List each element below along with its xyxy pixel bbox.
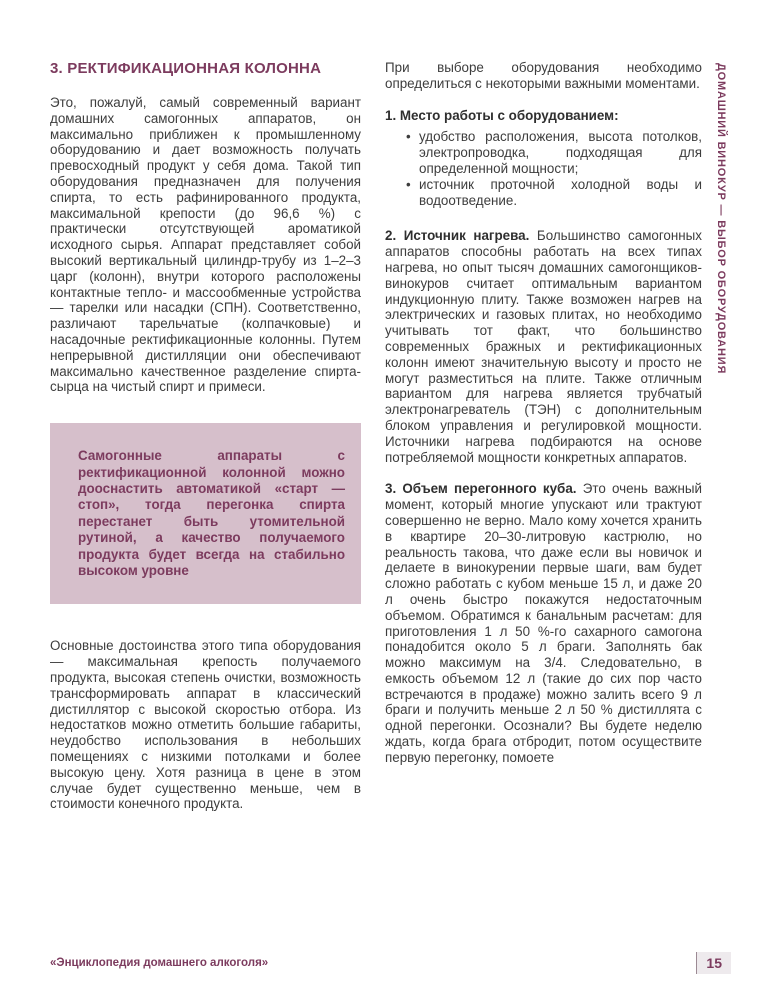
page-content — [50, 60, 702, 812]
section-2-text: Большинство самогонных аппаратов способны работать на всех типах нагрева, но опыт тысяч домашних самогонщиков-винокуров считает оптимальным вариантом индукционную плиту. Также возможен нагрев на электрических и газовых плитах, но необходимо учитывать тот факт, что большинство современных бражных и ректификационных колонн имеют значительную высоту и просто не могут разместиться на плите. Также отличным вариантом для нагрева является трубчатый электронагреватель (ТЭН) с дополнительным блоком управления и регулировкой мощности. Источники нагрева подбираются на основе потребляемой мощности конкретных аппаратов. — [385, 228, 702, 465]
sidebar-vertical-title: ДОМАШНИЙ ВИНОКУР — ВЫБОР ОБОРУДОВАНИЯ — [715, 63, 727, 375]
section-2-title: 2. Источник нагрева. — [385, 228, 530, 244]
left-column — [50, 60, 361, 812]
bullet-item: • источник проточной холодной воды и водоотведение. — [419, 177, 702, 209]
callout-box — [50, 423, 361, 604]
left-paragraph-1: Это, пожалуй, самый современный вариант домашних самогонных аппаратов, он максимально приближен к промышленному оборудованию и дает возможность получать превосходный продукт у себя дома. Такой тип оборудования предназначен для получения спирта, то есть рафинированного продукта, максимальной крепости (до 96,6 %) с практически отсутствующей ароматикой исходного сырья. Аппарат представляет собой высокий вертикальный цилиндр-трубу из 1–2–3 царг (колонн), внутри которого расположены контактные тепло- и массообменные устройства — тарелки или насадки (СПН). Соответственно, различают тарельчатые (колпачковые) и насадочные ректификационные колонны. Путем непрерывной дистилляции они обеспечивают максимально качественное разделение спирта-сырца на чистый спирт и примеси. — [50, 95, 361, 395]
section-1-title: 1. Место работы с оборудованием: — [385, 107, 619, 123]
section-heading: 3. РЕКТИФИКАЦИОННАЯ КОЛОННА — [50, 60, 322, 77]
section-3-title: 3. Объем перегонного куба. — [385, 481, 577, 497]
page-footer — [50, 952, 731, 974]
footer-book-title: «Энциклопедия домашнего алкоголя» — [50, 957, 269, 969]
bullet-list — [385, 129, 702, 208]
bullet-item: • удобство расположения, высота потолков, электропроводка, подходящая для определенной мощности; — [419, 129, 702, 176]
intro-paragraph: При выборе оборудования необходимо определиться с некоторыми важными моментами. — [385, 60, 702, 91]
section-2-paragraph — [385, 228, 702, 465]
callout-text: Самогонные аппараты с ректификационной колонной можно дооснастить автоматикой «старт — стоп», тогда перегонка спирта перестанет быть утомительной рутиной, а качество получаемого продукта будет всегда на стабильно высоком уровне — [78, 448, 345, 578]
right-column — [385, 60, 702, 812]
left-paragraph-2: Основные достоинства этого типа оборудования — максимальная крепость получаемого продукта, высокая степень очистки, возможность трансформировать аппарат в классический дистиллятор с высокой скоростью отбора. Из недостатков можно отметить большие габариты, неудобство использования в небольших помещениях с низкими потолками и более высокую цену. Хотя разница в цене в этом случае будет существенно меньше, чем в стоимости конечного продукта. — [50, 638, 361, 812]
section-3-text: Это очень важный момент, который многие упускают или трактуют совершенно не верно. Мало кому хочется хранить в квартире 20–30-литровую кастрюлю, но реальность такова, что даже если вы новичок и делаете в винокурении первые шаги, вам будет сложно работать с кубом меньше 15 л, и даже 20 л очень быстро покажутся недостаточным объемом. Обратимся к банальным расчетам: для приготовления 1 л 50 %-го сахарного самогона понадобится около 5 л браги. Заполнять бак можно максимум на 3/4. Следовательно, в емкость объемом 12 л (такие до сих пор часто встречаются в продаже) можно залить всего 9 л браги и получить меньше 2 л 50 % дистиллята с одной перегонки. Осознали? Вы будете неделю ждать, когда брага отбродит, потом осуществите первую перегонку, помоете — [385, 481, 702, 765]
section-3-paragraph — [385, 481, 702, 765]
page-number: 15 — [696, 952, 731, 974]
